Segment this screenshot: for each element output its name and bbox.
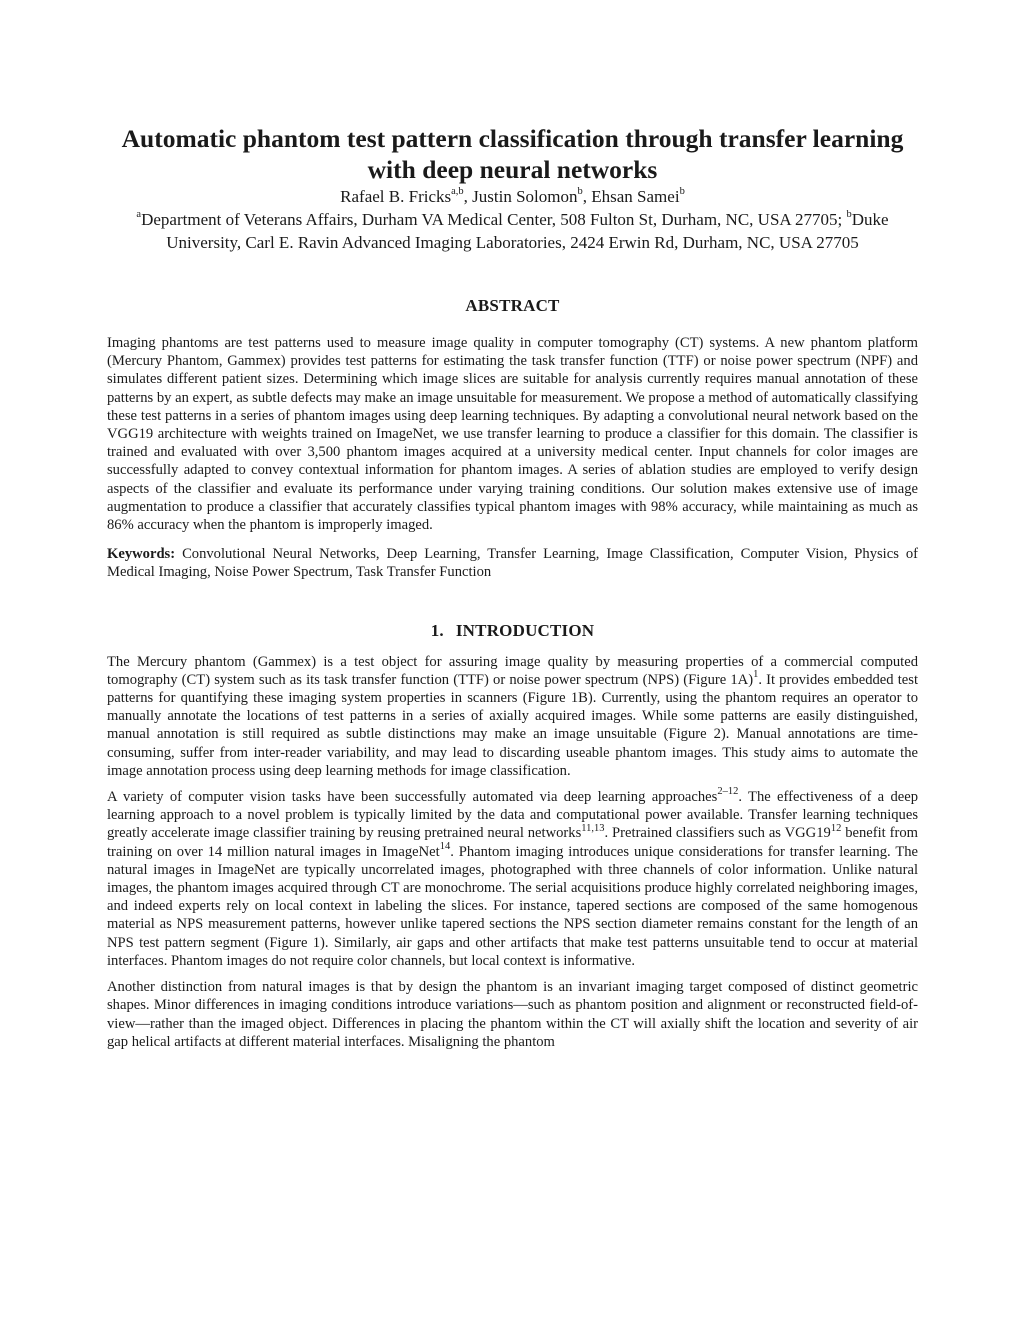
- introduction-body: [107, 653, 918, 1051]
- paper-title: Automatic phantom test pattern classification through transfer learning with deep neural networks: [121, 124, 904, 184]
- section-title: INTRODUCTION: [455, 620, 595, 640]
- section-heading-introduction: [107, 620, 918, 642]
- affiliation-text: Duke University, Carl E. Ravin Advanced Imaging Laboratories, 2424 Erwin Rd, Durham, NC, USA 27705: [166, 210, 889, 252]
- paper-page: [107, 123, 918, 1051]
- author-name: Rafael B. Fricks: [340, 187, 452, 206]
- citation-ref: 12: [830, 822, 842, 834]
- affiliation-mark: a: [136, 209, 142, 221]
- keywords: [107, 545, 918, 581]
- affiliations: [107, 208, 918, 254]
- author-list: Rafael B. Fricks$^{a,b}$, Justin Solomon$^b$, Ehsan Samei$^b$: [340, 186, 685, 206]
- author-name: Ehsan Samei: [591, 187, 680, 206]
- section-number: 1.: [430, 620, 444, 640]
- abstract-text: Imaging phantoms are test patterns used to measure image quality in computer tomography (CT) systems. A new phantom platform (Mercury Phantom, Gammex) provides test patterns for estimating the task transfer function (TTF) or noise power spectrum (NPF) and simulates different patient sizes. Determining which image slices are suitable for analysis currently requires manual annotation of these patterns by an expert, as subtle defects may make an image unsuitable for measurement. We propose a method of automatically classifying these test patterns in a series of phantom images using deep learning techniques. By adapting a convolutional neural network based on the VGG19 architecture with weights trained on ImageNet, we use transfer learning to produce a classifier for this domain. The classifier is trained and evaluated with over 3,500 phantom images acquired at a university medical center. Input channels for color images are successfully adapted to convey contextual information for phantom images. A series of ablation studies are employed to verify design aspects of the classifier and evaluate its performance under varying training conditions. Our solution makes extensive use of image augmentation to produce a classifier that accurately classifies typical phantom images with 98% accuracy, while maintaining as much as 86% accuracy when the phantom is improperly imaged.: [107, 335, 918, 534]
- citation-ref: 2–12: [717, 786, 739, 798]
- intro-paragraph: A variety of computer vision tasks have been successfully automated via deep learning approaches$^{2-12}$. The effectiveness of a deep learning approach to a novel problem is typically limited by the data and computational power available. Transfer learning techniques greatly accelerate image classifier training by reusing pretrained neural networks$^{11,13}$. Pretrained classifiers such as $VGG19^{12}$ benefit from training on over 14 million natural images in ImageNet$^{14}$. Phantom imaging introduces unique considerations for transfer learning. The natural images in ImageNet are typically uncorrelated images, photographed with three channels of color information. Unlike natural images, the phantom images acquired through CT are monochrome. The serial acquisitions produce highly correlated neighboring images, and indeed experts rely on local context in labeling the slices. For instance, tapered sections are composed of the same homogenous material as NPS measurement patterns, however unlike tapered sections the NPS section diameter remains constant for the length of an NPS test pattern segment (Figure 1). Similarly, air gaps and other artifacts that make test patterns unsuitable tend to occur at material interfaces. Phantom images do not require color channels, but local context is informative.: [107, 786, 919, 969]
- keywords-label: Keywords:: [107, 546, 176, 563]
- author-name: Justin Solomon: [472, 187, 578, 206]
- author-affiliation-mark: b: [679, 186, 685, 198]
- intro-paragraph: The Mercury phantom (Gammex) is a test object for assuring image quality by measuring properties of a commercial computed tomography (CT) system such as its task transfer function (TTF) or noise power spectrum (NPS) (Figure 1A)$^1$. It provides embedded test patterns for quantifying these imaging system properties in scanners (Figure 1B). Currently, using the phantom requires an operator to manually annotate the locations of test patterns in a series of axially acquired images. While some patterns are easily distinguished, manual annotation is still required as subtle distinctions may make an image unsuitable (Figure 2). Manual annotations are time-consuming, suffer from inter-reader variability, and may lead to discarding useable phantom images. This study aims to automate the image annotation process using deep learning methods for image classification.: [107, 653, 918, 779]
- author-affiliation-mark: a,b: [451, 186, 464, 198]
- author-affiliation-mark: b: [577, 186, 583, 198]
- intro-paragraph: Another distinction from natural images is that by design the phantom is an invariant imaging target composed of distinct geometric shapes. Minor differences in imaging conditions introduce variations—such as phantom position and alignment or reconstructed field-of-view—rather than the imaged object. Differences in placing the phantom within the CT will axially shift the location and severity of air gap helical artifacts at different material interfaces. Misaligning the phantom: [107, 979, 918, 1050]
- keywords-text: Convolutional Neural Networks, Deep Learning, Transfer Learning, Image Classification, Computer Vision, Physics of Medical Imaging, Noise Power Spectrum, Task Transfer Function: [107, 546, 918, 581]
- abstract-heading: ABSTRACT: [465, 296, 560, 315]
- citation-ref: 11,13: [581, 822, 605, 834]
- affiliation-text: Department of Veterans Affairs, Durham VA Medical Center, 508 Fulton St, Durham, NC, USA 27705;: [141, 210, 847, 229]
- citation-ref: 14: [439, 840, 451, 852]
- affiliation-mark: b: [846, 209, 852, 221]
- citation-ref: 1: [753, 668, 759, 680]
